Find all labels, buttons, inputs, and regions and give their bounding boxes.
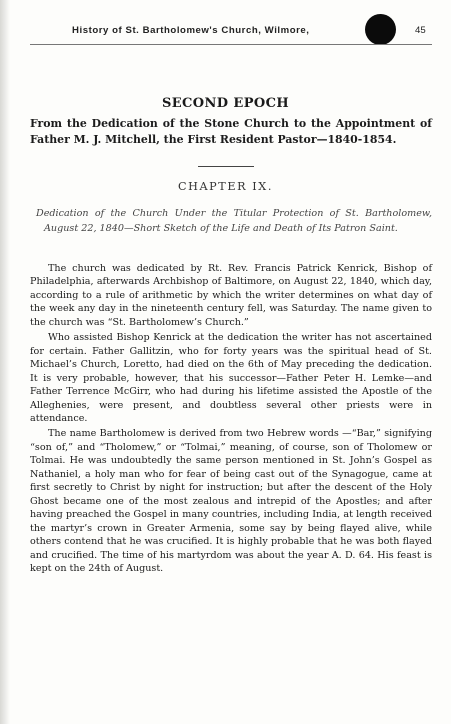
header-rule — [30, 44, 432, 45]
body-paragraph: The name Bartholomew is derived from two Hebrew words —“Bar,” signifying “son of,” and “Tholomew,” or “Tolmai,” meaning, of course, son of Tholomew or Tolmai. He was undoubtedly the same person mentioned in St. John’s Gospel as Nathaniel, a holy man who for fear of being cast out of the Synagogue, came at first secretly to Christ by night for instruction; but after the descent of the Holy Ghost became one of the most zealous and intrepid of the Apostles; and after having preached the Gospel in many countries, including India, at length received the martyr’s crown in Greater Armenia, some say by being flayed alive, while others contend that he was crucified. It is highly probable that he was both flayed and crucified. The time of his martyrdom was about the year A. D. 64. His feast is kept on the 24th of August. — [30, 428, 432, 574]
epoch-title: SECOND EPOCH — [161, 96, 290, 111]
body-paragraph: The church was dedicated by Rt. Rev. Francis Patrick Kenrick, Bishop of Philadelphia, afterwards Archbishop of Baltimore, on August 22, 1840, which day, according to a rule of arithmetic by which the writer determines on what day of the week any day in the nineteenth century fell, was Saturday. The name given to the church was “St. Bartholomew’s Church.” — [30, 263, 432, 328]
section-divider — [198, 166, 254, 167]
running-header-title: History of St. Bartholomew's Church, Wilmore, — [72, 25, 310, 36]
page-number: 45 — [415, 25, 426, 36]
epoch-subtitle: From the Dedication of the Stone Church to the Appointment of Father M. J. Mitchell, the First Resident Pastor—1840-1854. — [30, 117, 432, 146]
ink-blot — [365, 14, 396, 45]
chapter-summary: Dedication of the Church Under the Titular Protection of St. Bartholomew, August 22, 1840—Short Sketch of the Life and Death of Its Patron Saint. — [36, 208, 432, 234]
body-text — [30, 262, 432, 577]
chapter-heading: CHAPTER IX. — [177, 180, 274, 193]
body-paragraph: Who assisted Bishop Kenrick at the dedication the writer has not ascertained for certain. Father Gallitzin, who for forty years was the spiritual head of St. Michael’s Church, Loretto, had died on the 6th of May preceding the dedication. It is very probable, however, that his successor—Father Peter H. Lemke—and Father Terrence McGirr, who had during his lifetime assisted the Apostle of the Alleghenies, were present, and doubtless several other priests were in attendance. — [30, 332, 432, 424]
